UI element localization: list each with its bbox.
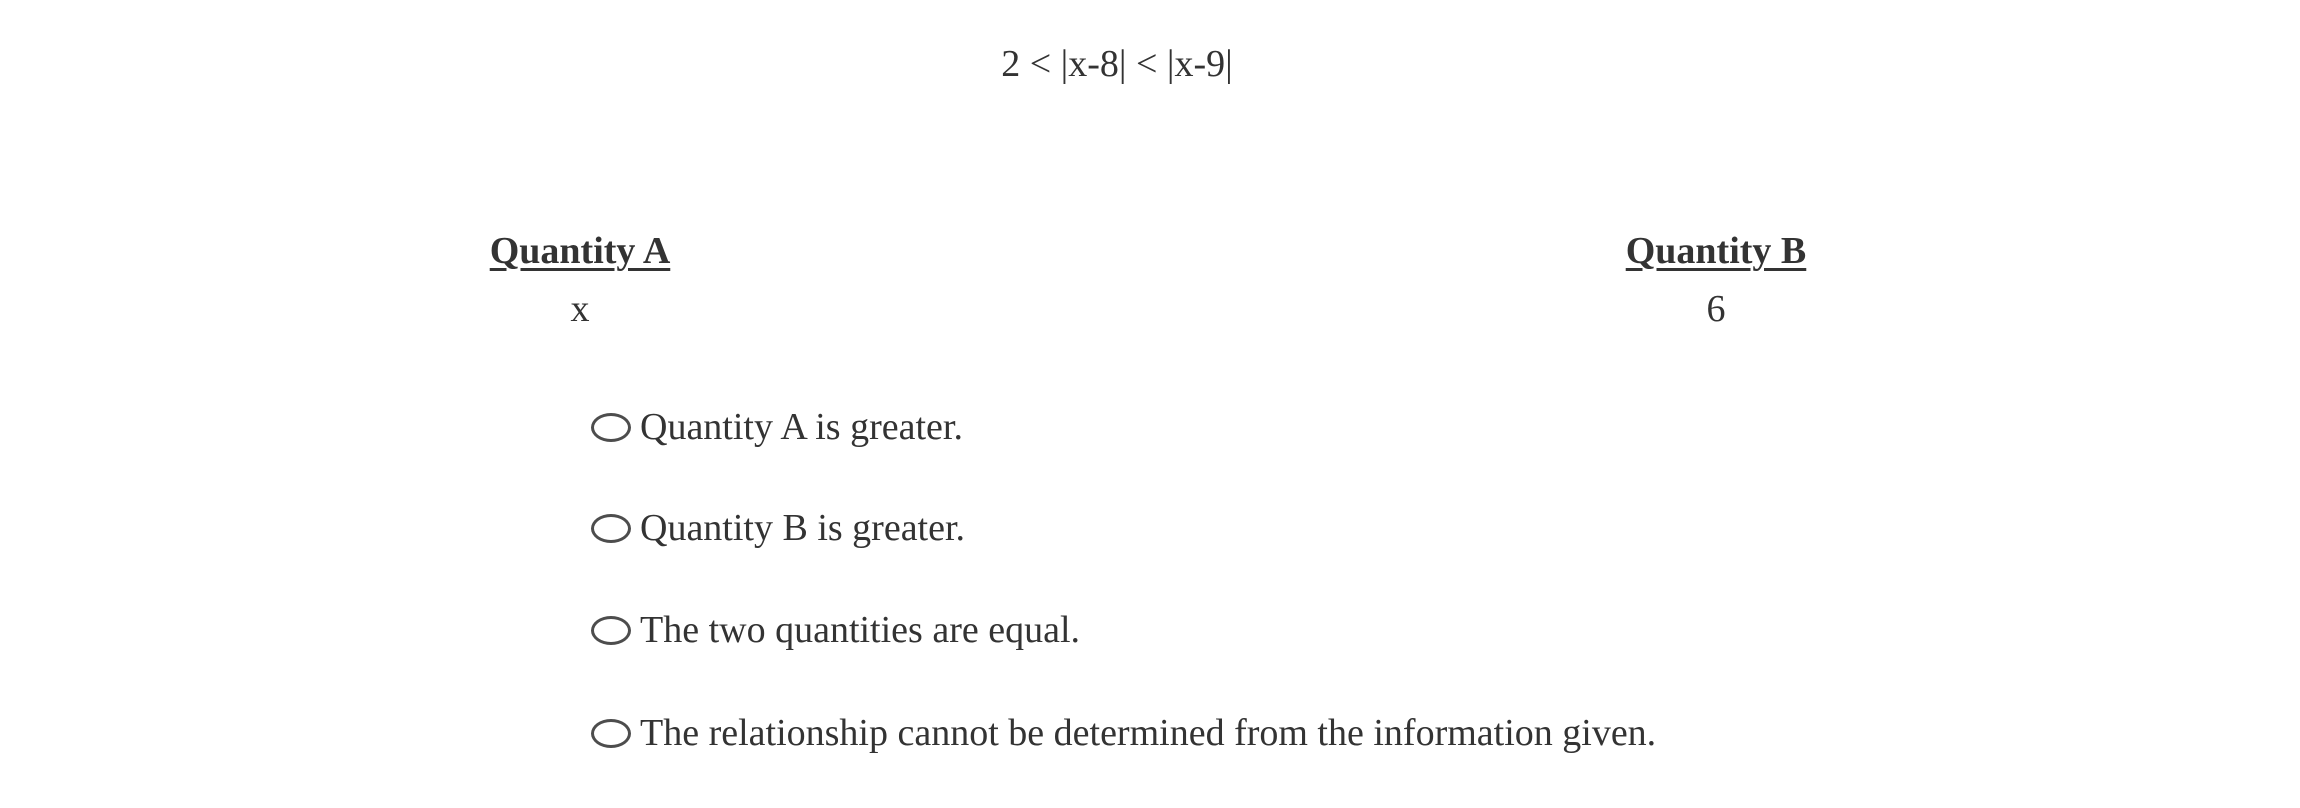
radio-button-icon[interactable] [591, 616, 631, 645]
radio-button-icon[interactable] [591, 514, 631, 543]
option-label[interactable]: The two quantities are equal. [640, 609, 1081, 651]
quantity-a-heading: Quantity A [489, 230, 671, 272]
option-label[interactable]: The relationship cannot be determined from the information given. [640, 712, 1657, 754]
answer-option[interactable] [591, 506, 965, 550]
option-label[interactable]: Quantity B is greater. [640, 507, 966, 549]
quantity-b-value: 6 [1706, 288, 1726, 330]
answer-option[interactable] [591, 405, 963, 449]
answer-option[interactable] [591, 711, 1656, 755]
option-label[interactable]: Quantity A is greater. [640, 406, 963, 448]
condition-expression: 2 < |x-8| < |x-9| [1001, 43, 1233, 85]
radio-button-icon[interactable] [591, 413, 631, 442]
answer-option[interactable] [591, 608, 1080, 652]
radio-button-icon[interactable] [591, 719, 631, 748]
quantity-b-heading: Quantity B [1625, 230, 1807, 272]
quantity-a-value: x [570, 288, 590, 330]
